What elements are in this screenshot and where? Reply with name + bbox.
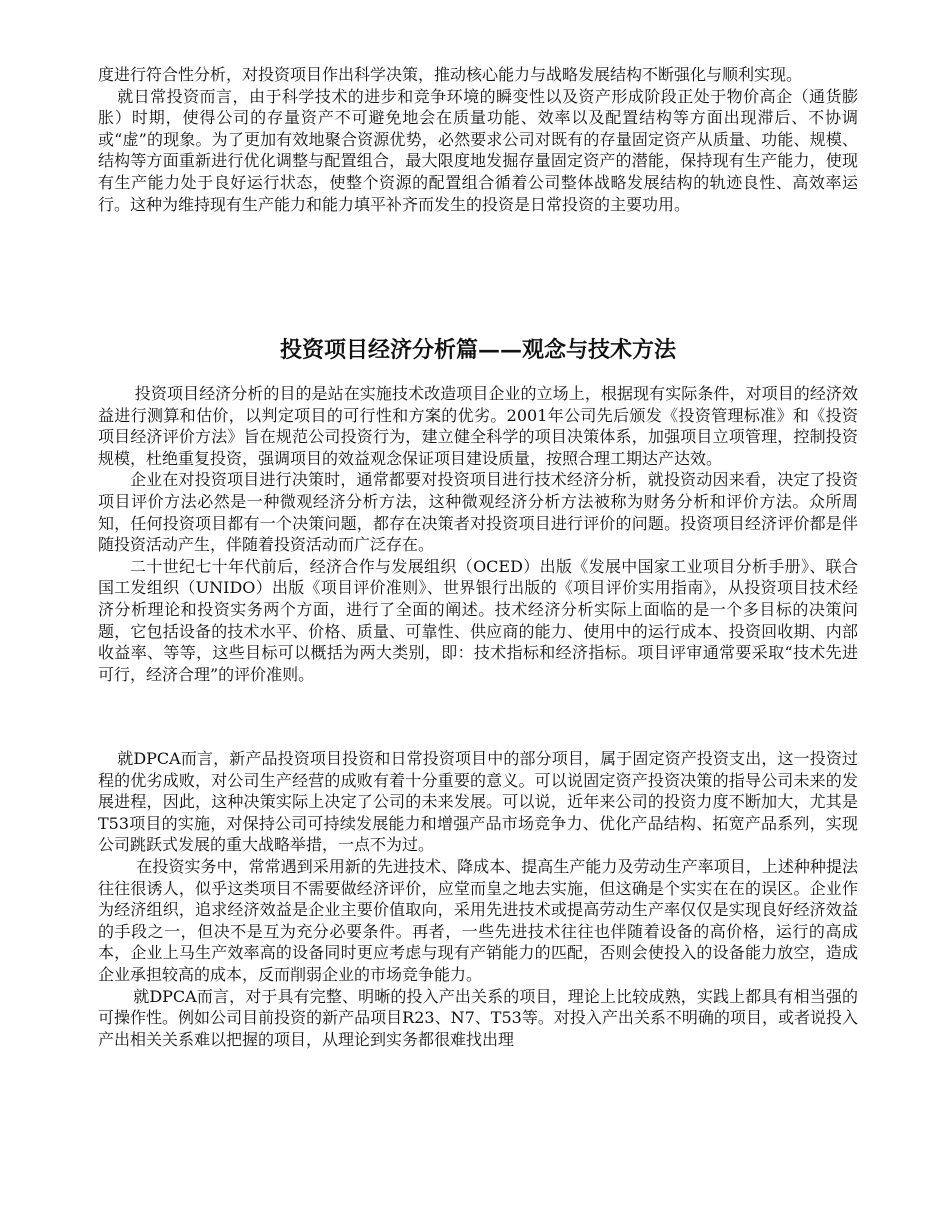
- paragraph-dpca-investment: 就DPCA而言，新产品投资项目投资和日常投资项目中的部分项目，属于固定资产投资支出，这一投资过程的优劣成败，对公司生产经营的成败有着十分重要的意义。可以说固定资产投资决策的指导公司未来的发展进程，因此，这种决策实际上决定了公司的未来发展。可以说，近年来公司的投资力度不断加大，尤其是T53项目的实施，对保持公司可持续发展能力和增强产品市场竞争力、优化产品结构、拓宽产品系列，实现公司跳跃式发展的重大战略举措，一点不为过。: [98, 749, 858, 855]
- intro-paragraph-continuation: 度进行符合性分析，对投资项目作出科学决策，推动核心能力与战略发展结构不断强化与顺利实现。: [98, 65, 803, 84]
- dpca-section: [98, 748, 858, 1050]
- intro-section: [98, 64, 858, 215]
- intro-paragraph-daily-investment: 就日常投资而言，由于科学技术的进步和竞争环境的瞬变性以及资产形成阶段正处于物价高企（通货膨胀）时期，使得公司的存量资产不可避免地会在质量功能、效率以及配置结构等方面出现滞后、不协调或“虚”的现象。为了更加有效地聚合资源优势，必然要求公司对既有的存量固定资产从质量、功能、规模、结构等方面重新进行优化调整与配置组合，最大限度地发掘存量固定资产的潜能，保持现有生产能力，使现有生产能力处于良好运行状态，使整个资源的配置组合循着公司整体战略发展结构的轨迹良性、高效率运行。这种为维持现有生产能力和能力填平补齐而发生的投资是日常投资的主要功用。: [98, 86, 858, 214]
- paragraph-decision: 企业在对投资项目进行决策时，通常都要对投资项目进行技术经济分析，就投资动因来看，决定了投资项目评价方法必然是一种微观经济分析方法，这种微观经济分析方法被称为财务分析和评价方法。众所周知，任何投资项目都有一个决策问题，都存在决策者对投资项目进行评价的问题。投资项目经济评价都是伴随投资活动产生，伴随着投资活动而广泛存在。: [98, 470, 858, 555]
- paragraph-practice: 在投资实务中，常常遇到采用新的先进技术、降成本、提高生产能力及劳动生产率项目，上述种种提法往往很诱人，似乎这类项目不需要做经济评价，应堂而皇之地去实施，但这确是个实实在在的误区。企业作为经济组织，追求经济效益是企业主要价值取向，采用先进技术或提高劳动生产率仅仅是实现良好经济效益的手段之一，但决不是互为充分必要条件。再者，一些先进技术往往也伴随着设备的高价格，运行的高成本，企业上马生产效率高的设备同时更应考虑与现有产销能力的匹配，否则会使投入的设备能力放空，造成企业承担较高的成本，反而削弱企业的市场竞争能力。: [98, 856, 858, 984]
- paragraph-purpose: 投资项目经济分析的目的是站在实施技术改造项目企业的立场上，根据现有实际条件，对项目的经济效益进行测算和估价，以判定项目的可行性和方案的优劣。2001年公司先后颁发《投资管理标准》和《投资项目经济评价方法》旨在规范公司投资行为，建立健全科学的项目决策体系，加强项目立项管理，控制投资规模，杜绝重复投资，强调项目的效益观念保证项目建设质量，按照合理工期达产达效。: [98, 384, 858, 468]
- paragraph-history: 二十世纪七十年代前后，经济合作与发展组织（OCED）出版《发展中国家工业项目分析手册》、联合国工发组织（UNIDO）出版《项目评价准则》、世界银行出版的《项目评价实用指南》，从投资项目技术经济分析理论和投资实务两个方面，进行了全面的阐述。技术经济分析实际上面临的是一个多目标的决策问题，它包括设备的技术水平、价格、质量、可靠性、供应商的能力、使用中的运行成本、投资回收期、内部收益率、等等，这些目标可以概括为两大类别，即：技术指标和经济指标。项目评审通常要采取“技术先进可行，经济合理”的评价准则。: [98, 556, 858, 684]
- section-title: 投资项目经济分析篇——观念与技术方法: [279, 337, 676, 363]
- analysis-section: [98, 383, 858, 685]
- paragraph-dpca-projects: 就DPCA而言，对于具有完整、明晰的投入产出关系的项目，理论上比较成熟，实践上都具有相当强的可操作性。例如公司目前投资的新产品项目R23、N7、T53等。对投入产出关系不明确的项目，或者说投入产出相关关系难以把握的项目，从理论到实务都很难找出理: [98, 986, 858, 1049]
